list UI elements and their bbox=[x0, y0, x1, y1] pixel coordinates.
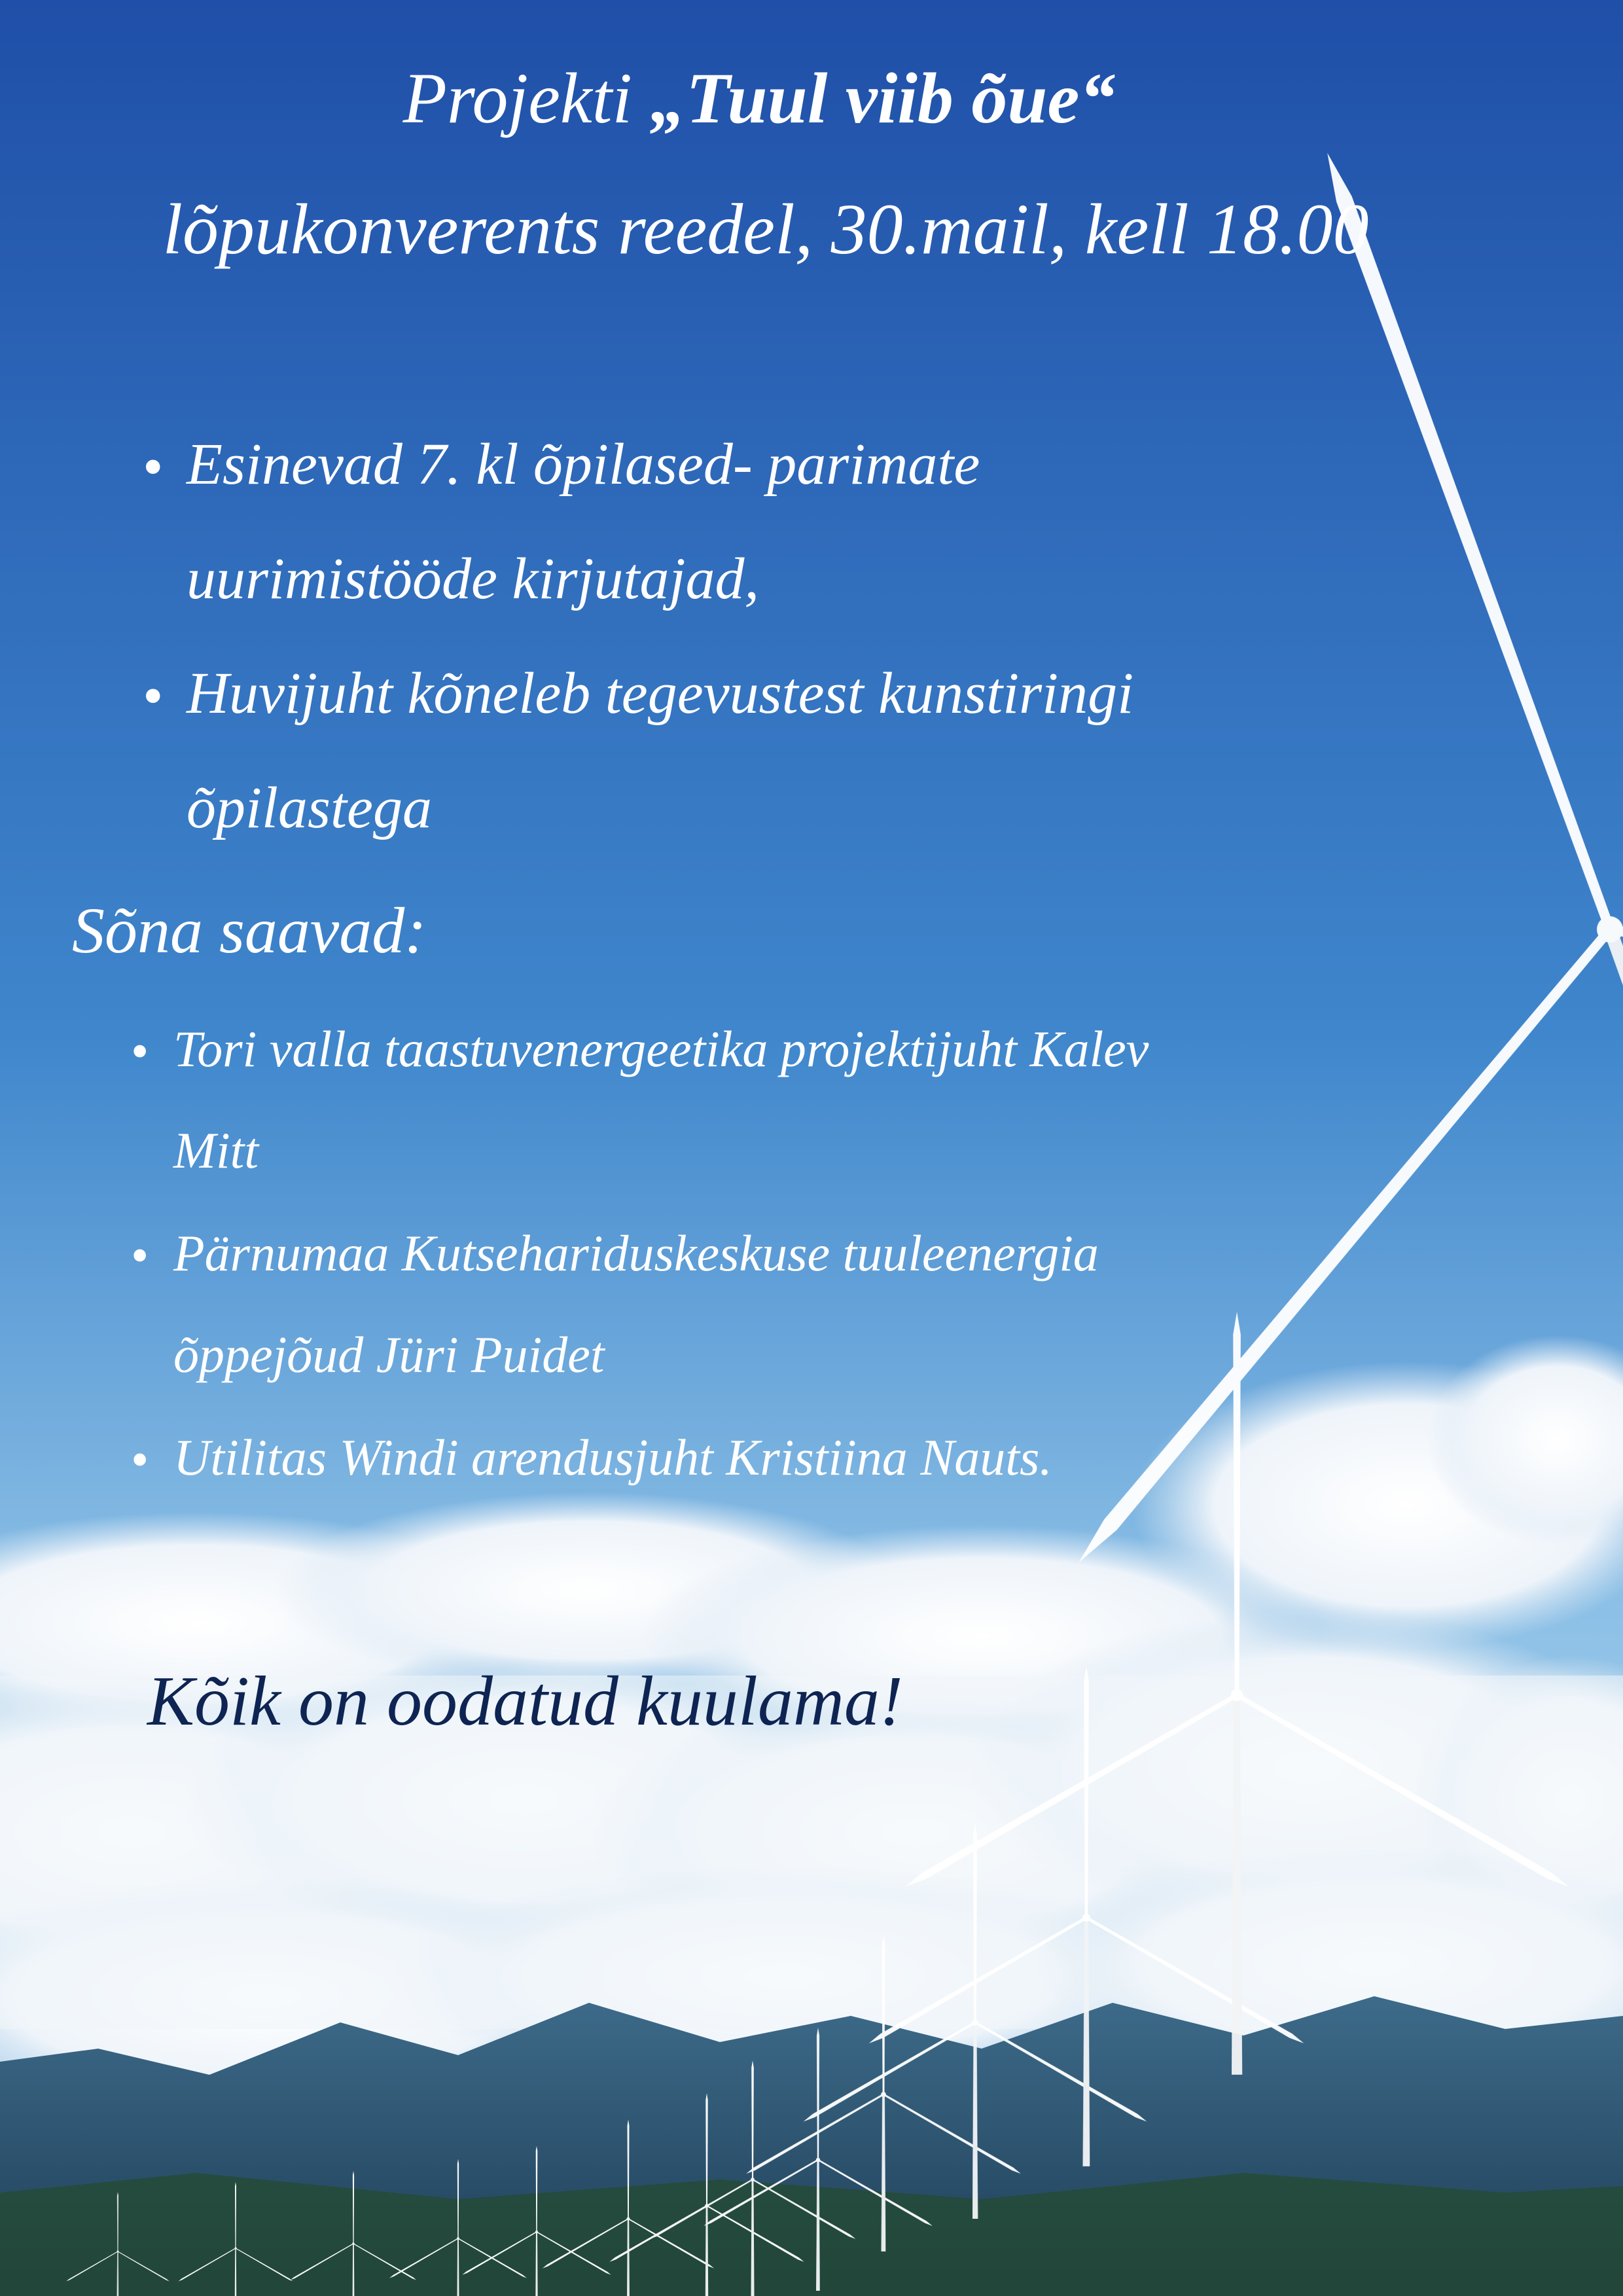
speaker-item-2-line2: õppejõud Jüri Puidet bbox=[173, 1326, 605, 1383]
speaker-item-1-line2: Mitt bbox=[173, 1122, 259, 1179]
bullet-dot: • bbox=[143, 435, 164, 499]
bullet-dot: • bbox=[143, 664, 164, 728]
conference-date: lõpukonverents reedel, 30.mail, kell 18.00 bbox=[162, 189, 1369, 269]
speaker-item-2-line1: Pärnumaa Kutsehariduskeskuse tuuleenergia bbox=[173, 1225, 1099, 1282]
bullet-dot: • bbox=[131, 1227, 149, 1283]
poster-title: Projekti „Tuul viib õue“ bbox=[402, 58, 1116, 138]
presenter-item-2-line2: õpilastega bbox=[187, 776, 432, 840]
presenter-item-2-line1: Huvijuht kõneleb tegevustest kunstiringi bbox=[187, 661, 1134, 726]
bullet-dot: • bbox=[131, 1022, 149, 1079]
speakers-heading: Sõna saavad: bbox=[72, 894, 427, 967]
speaker-item-3-line1: Utilitas Windi arendusjuht Kristiina Nauts. bbox=[173, 1429, 1052, 1486]
project-name: „Tuul viib õue“ bbox=[650, 58, 1116, 138]
presenter-item-1-line1: Esinevad 7. kl õpilased- parimate bbox=[187, 432, 980, 497]
bullet-dot: • bbox=[131, 1431, 149, 1488]
presenter-item-1-line2: uurimistööde kirjutajad, bbox=[187, 547, 759, 611]
speaker-item-1-line1: Tori valla taastuvenergeetika projektijuht Kalev bbox=[173, 1020, 1149, 1077]
closing-invitation: Kõik on oodatud kuulama! bbox=[147, 1662, 903, 1740]
